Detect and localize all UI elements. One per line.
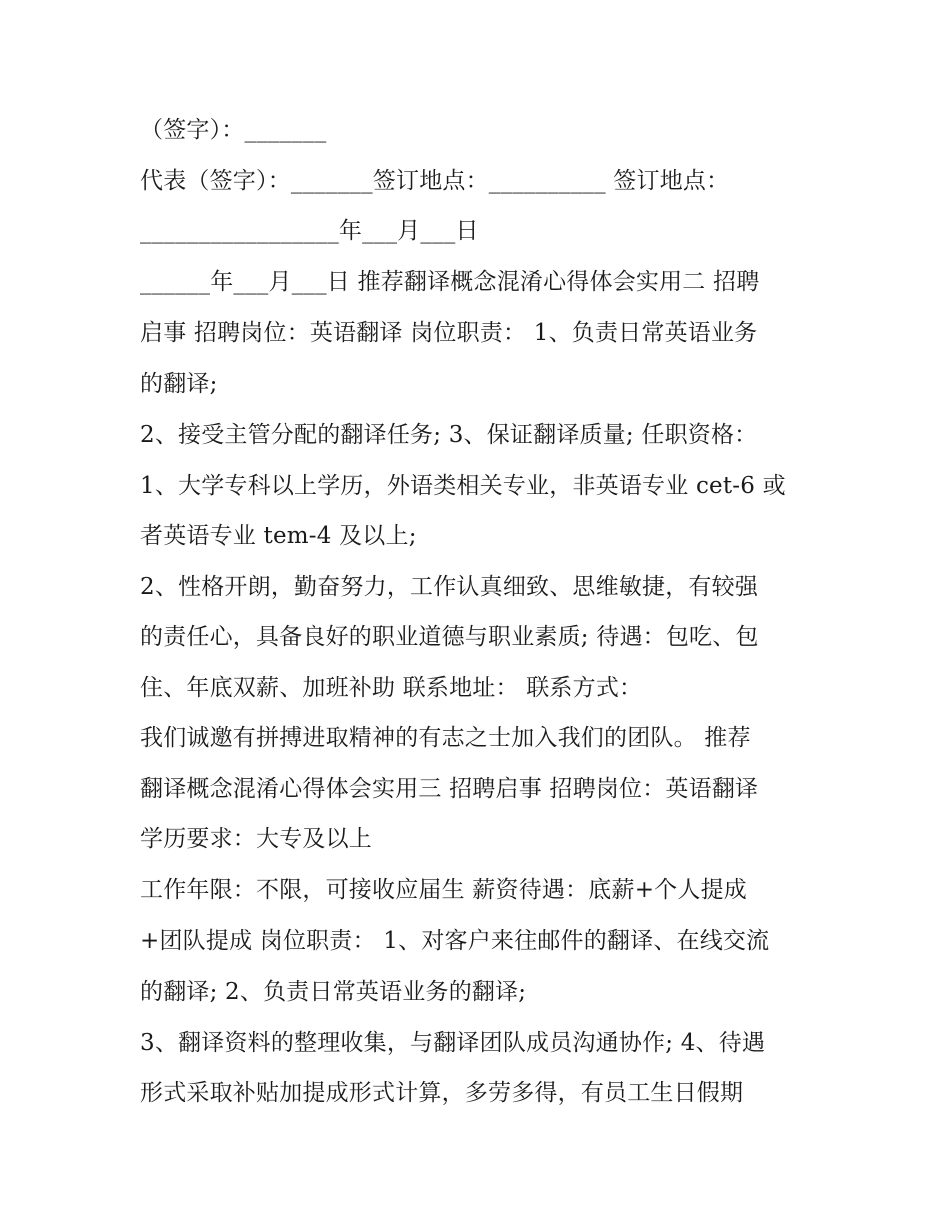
- text-line: 3、翻译资料的整理收集，与翻译团队成员沟通协作; 4、待遇: [140, 1030, 766, 1056]
- text-line: 形式采取补贴加提成形式计算，多劳多得，有员工生日假期: [140, 1080, 744, 1106]
- text-line: 2、性格开朗，勤奋努力，工作认真细致、思维敏捷，有较强: [140, 574, 759, 600]
- text-line: （签字）：_______: [140, 117, 327, 143]
- text-line: 工作年限：不限，可接收应届生 薪资待遇：底薪+个人提成: [140, 877, 747, 903]
- text-line: +团队提成 岗位职责： 1、对客户来往邮件的翻译、在线交流: [140, 928, 770, 954]
- text-line: 我们诚邀有拼搏进取精神的有志之士加入我们的团队。 推荐: [140, 725, 751, 751]
- text-line: 的翻译;: [140, 371, 218, 397]
- text-line: 1、大学专科以上学历，外语类相关专业，非英语专业 cet-6 或: [140, 473, 786, 499]
- text-line: 学历要求：大专及以上: [140, 826, 372, 852]
- text-line: 者英语专业 tem-4 及以上;: [140, 523, 417, 549]
- text-line: 的翻译; 2、负责日常英语业务的翻译;: [140, 979, 527, 1005]
- text-line: 代表（签字）：_______签订地点：__________ 签订地点：: [140, 168, 730, 194]
- text-line: 启事 招聘岗位：英语翻译 岗位职责： 1、负责日常英语业务: [140, 320, 758, 346]
- text-line: 翻译概念混淆心得体会实用三 招聘启事 招聘岗位：英语翻译: [140, 776, 759, 802]
- text-line: 住、年底双薪、加班补助 联系地址： 联系方式：: [140, 675, 643, 701]
- text-line: 2、接受主管分配的翻译任务; 3、保证翻译质量; 任职资格：: [140, 422, 758, 448]
- text-line: ______年___月___日 推荐翻译概念混淆心得体会实用二 招聘: [140, 269, 760, 295]
- text-line: 的责任心，具备良好的职业道德与职业素质; 待遇：包吃、包: [140, 624, 759, 650]
- text-line: _________________年___月___日: [140, 218, 479, 244]
